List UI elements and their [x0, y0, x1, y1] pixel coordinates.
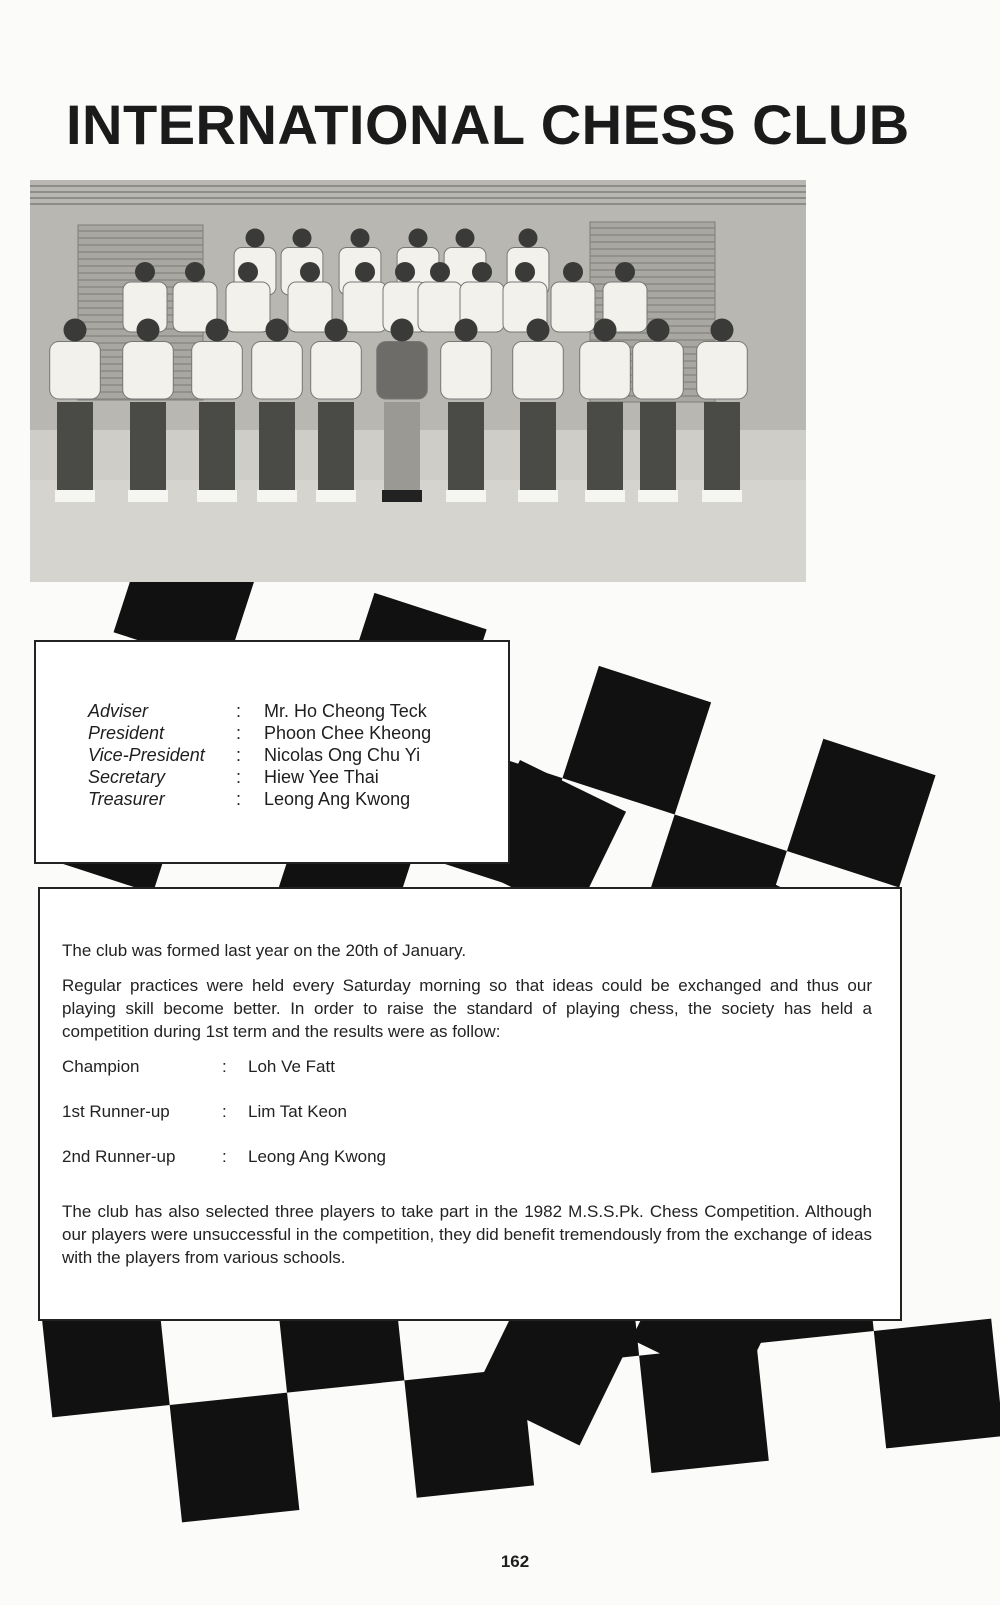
officer-role: President [88, 723, 165, 743]
report-paragraph-practices: Regular practices were held every Saturday morning so that ideas could be exchanged and thus our playing skill become better. In order to raise the standard of playing chess, the society has held a competition during 1st term and the results were as follow: [62, 976, 872, 1041]
result-row [62, 1100, 386, 1145]
separator: : [236, 745, 242, 765]
result-place: Champion [62, 1057, 140, 1076]
result-name: Loh Ve Fatt [248, 1057, 335, 1076]
result-name: Lim Tat Keon [248, 1102, 347, 1121]
officer-row [88, 700, 431, 722]
separator: : [236, 701, 242, 721]
group-photo-icon [30, 180, 806, 582]
officer-role: Vice-President [88, 745, 205, 765]
officer-row [88, 788, 431, 810]
result-row [62, 1145, 386, 1190]
separator: : [222, 1057, 227, 1076]
result-place: 1st Runner-up [62, 1102, 170, 1121]
separator: : [222, 1102, 227, 1121]
officer-name: Hiew Yee Thai [264, 767, 379, 787]
checker-square [170, 1393, 300, 1523]
officer-row [88, 722, 431, 744]
competition-results [62, 1055, 386, 1190]
separator: : [236, 767, 242, 787]
checker-square [874, 1319, 1000, 1449]
checker-square [787, 739, 936, 888]
officer-name: Leong Ang Kwong [264, 789, 411, 809]
officer-role: Adviser [88, 701, 149, 721]
result-row [62, 1055, 386, 1100]
officer-name: Mr. Ho Cheong Teck [264, 701, 427, 721]
officer-name: Nicolas Ong Chu Yi [264, 745, 421, 765]
officers-box [34, 640, 510, 864]
report-paragraph-formed: The club was formed last year on the 20th of January. [62, 941, 467, 960]
checker-square [639, 1343, 769, 1473]
officers-table [88, 700, 431, 810]
report-paragraph-competition: The club has also selected three players to take part in the 1982 M.S.S.Pk. Chess Competition. Although our players were unsuccessful in the competition, they did benefit tremendously from the exchange of ideas with the players from various schools. [62, 1202, 872, 1267]
officer-name: Phoon Chee Kheong [264, 723, 432, 743]
group-photo [30, 180, 806, 582]
result-name: Leong Ang Kwong [248, 1147, 387, 1166]
separator: : [236, 789, 242, 809]
separator: : [222, 1147, 227, 1166]
page-number: 162 [500, 1552, 530, 1571]
page-title: INTERNATIONAL CHESS CLUB [66, 93, 910, 156]
checker-square [404, 1368, 534, 1498]
officer-role: Secretary [88, 767, 166, 787]
result-place: 2nd Runner-up [62, 1147, 176, 1166]
separator: : [236, 723, 242, 743]
officer-row [88, 744, 431, 766]
officer-row [88, 766, 431, 788]
officer-role: Treasurer [88, 789, 165, 809]
report-box [38, 887, 902, 1321]
